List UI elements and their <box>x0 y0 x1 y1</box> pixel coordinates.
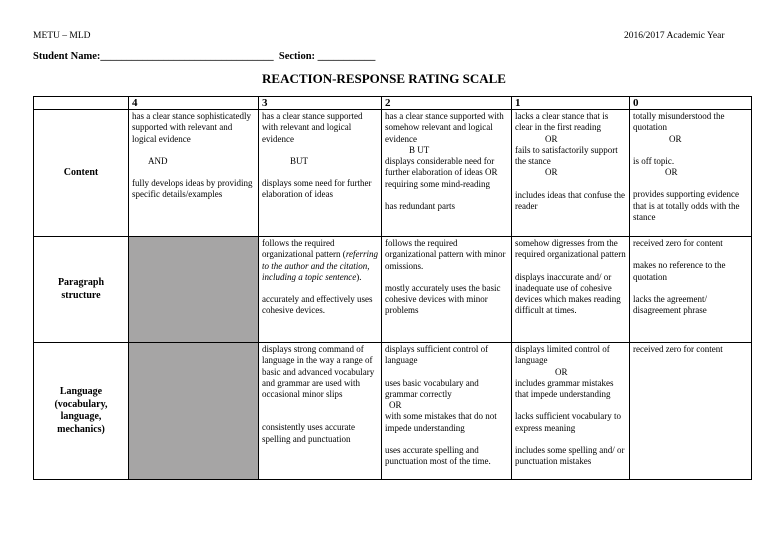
row-label-line: Paragraph <box>57 277 105 288</box>
content-score-0-cell <box>630 110 752 237</box>
descriptor-text: displays strong command of language in the way a range of basic and advanced vocabulary and grammar are used with occasional minor slips <box>262 344 375 400</box>
descriptor-text: displays considerable need for further elaboration of ideas OR requiring some mind-reading <box>385 156 498 189</box>
table-row-language <box>34 343 752 480</box>
score-header-4: 4 <box>129 97 259 110</box>
descriptor-text: displays some need for further elaboration of ideas <box>262 178 372 200</box>
descriptor-text: fully develops ideas by providing specific details/examples <box>132 178 253 200</box>
descriptor-text: has a clear stance supported with relevant and logical evidence <box>262 111 363 144</box>
descriptor-text: fails to satisfactorily support the stance <box>515 144 618 167</box>
descriptor-text-part: follows the required organizational pattern ( <box>262 238 346 260</box>
language-score-0-cell <box>630 343 752 480</box>
student-name-blank[interactable]: _________________________________ <box>100 51 274 62</box>
descriptor-text: makes no reference to the quotation <box>633 260 726 282</box>
content-score-2-cell <box>382 110 512 237</box>
descriptor-text: received zero for content <box>633 344 723 354</box>
connector-text: BUT <box>290 155 308 166</box>
language-score-2-cell <box>382 343 512 480</box>
descriptor-text: received zero for content <box>633 238 723 248</box>
descriptor-text: lacks a clear stance that is clear in the first reading <box>515 111 609 133</box>
row-label-line: (vocabulary, <box>54 398 108 410</box>
descriptor-text: includes ideas that confuse the reader <box>515 189 625 212</box>
score-header-3: 3 <box>259 97 382 110</box>
student-info-line <box>33 51 375 62</box>
language-score-4-shaded-cell <box>129 343 259 480</box>
descriptor-text-italic: referring to the author and the citation, including a topic sentence <box>262 249 378 282</box>
language-score-1-cell <box>512 343 630 480</box>
row-label-line: mechanics) <box>57 423 105 435</box>
descriptor-text: includes grammar mistakes that impede understanding <box>515 377 614 400</box>
connector-text: AND <box>148 155 168 166</box>
table-row-paragraph-structure <box>34 237 752 343</box>
header-corner-cell <box>34 97 129 110</box>
row-label-line: language, <box>60 411 102 422</box>
descriptor-text: uses basic vocabulary and grammar correctly <box>385 377 479 399</box>
descriptor-text-part: ). <box>356 271 362 282</box>
score-header-0: 0 <box>630 97 752 110</box>
descriptor-text: follows the required organizational pattern with minor omissions. <box>385 238 506 271</box>
page-title: REACTION-RESPONSE RATING SCALE <box>262 71 506 86</box>
row-label-line: structure <box>61 289 101 301</box>
row-label-language <box>34 343 129 480</box>
descriptor-text: displays limited control of language <box>515 344 610 366</box>
score-header-2: 2 <box>382 97 512 110</box>
content-score-3-cell <box>259 110 382 237</box>
descriptor-text: is off topic. <box>633 155 675 166</box>
descriptor-text: with some mistakes that do not impede understanding <box>385 411 497 433</box>
descriptor-text: totally misunderstood the quotation <box>633 111 725 133</box>
descriptor-text: has redundant parts <box>385 201 455 212</box>
paragraph-score-1-cell <box>512 237 630 343</box>
paragraph-score-0-cell <box>630 237 752 343</box>
descriptor-text: uses accurate spelling and punctuation most of the time. <box>385 445 491 467</box>
content-score-4-cell <box>129 110 259 237</box>
descriptor-text: somehow digresses from the required organizational pattern <box>515 238 626 260</box>
descriptor-text: has a clear stance sophisticatedly supported with relevant and logical evidence <box>132 111 251 144</box>
score-header-1: 1 <box>512 97 630 110</box>
descriptor-text: mostly accurately uses the basic cohesive devices with minor problems <box>385 282 501 316</box>
connector-text: OR <box>669 133 682 144</box>
student-name-label: Student Name: <box>33 51 101 62</box>
row-label-content: Content <box>34 110 129 237</box>
descriptor-text: accurately and effectively uses cohesive devices. <box>262 294 373 316</box>
descriptor-text: lacks sufficient vocabulary to express meaning <box>515 411 622 433</box>
language-score-3-cell <box>259 343 382 480</box>
connector-text: B UT <box>409 144 430 155</box>
connector-text: OR <box>545 167 558 178</box>
descriptor-text: consistently uses accurate spelling and punctuation <box>262 422 355 444</box>
table-row-content <box>34 110 752 237</box>
descriptor-text: displays sufficient control of language <box>385 344 489 366</box>
institution-label: METU – MLD <box>33 31 91 41</box>
score-header-row <box>34 97 752 110</box>
paragraph-score-3-cell <box>259 237 382 343</box>
descriptor-text: lacks the agreement/ disagreement phrase <box>633 293 707 316</box>
academic-year-label: 2016/2017 Academic Year <box>624 31 725 41</box>
rating-scale-table <box>33 96 752 480</box>
row-label-line: Language <box>59 386 103 397</box>
row-label-paragraph-structure <box>34 237 129 343</box>
descriptor-text: provides supporting evidence that is at totally odds with the stance <box>633 189 740 223</box>
connector-text: OR <box>665 167 678 178</box>
content-score-1-cell <box>512 110 630 237</box>
descriptor-text: includes some spelling and/ or punctuation mistakes <box>515 445 625 467</box>
descriptor-text: displays inaccurate and/ or inadequate use of cohesive devices which makes reading difficult at times. <box>515 271 621 316</box>
paragraph-score-2-cell <box>382 237 512 343</box>
connector-text: OR <box>389 400 402 411</box>
descriptor-text: has a clear stance supported with somehow relevant and logical evidence <box>385 111 504 144</box>
connector-text: OR <box>545 133 558 144</box>
descriptor-text <box>262 238 378 283</box>
section-label: Section: <box>278 51 316 62</box>
connector-text: OR <box>555 366 568 377</box>
section-blank[interactable]: ___________ <box>317 51 376 62</box>
paragraph-score-4-shaded-cell <box>129 237 259 343</box>
